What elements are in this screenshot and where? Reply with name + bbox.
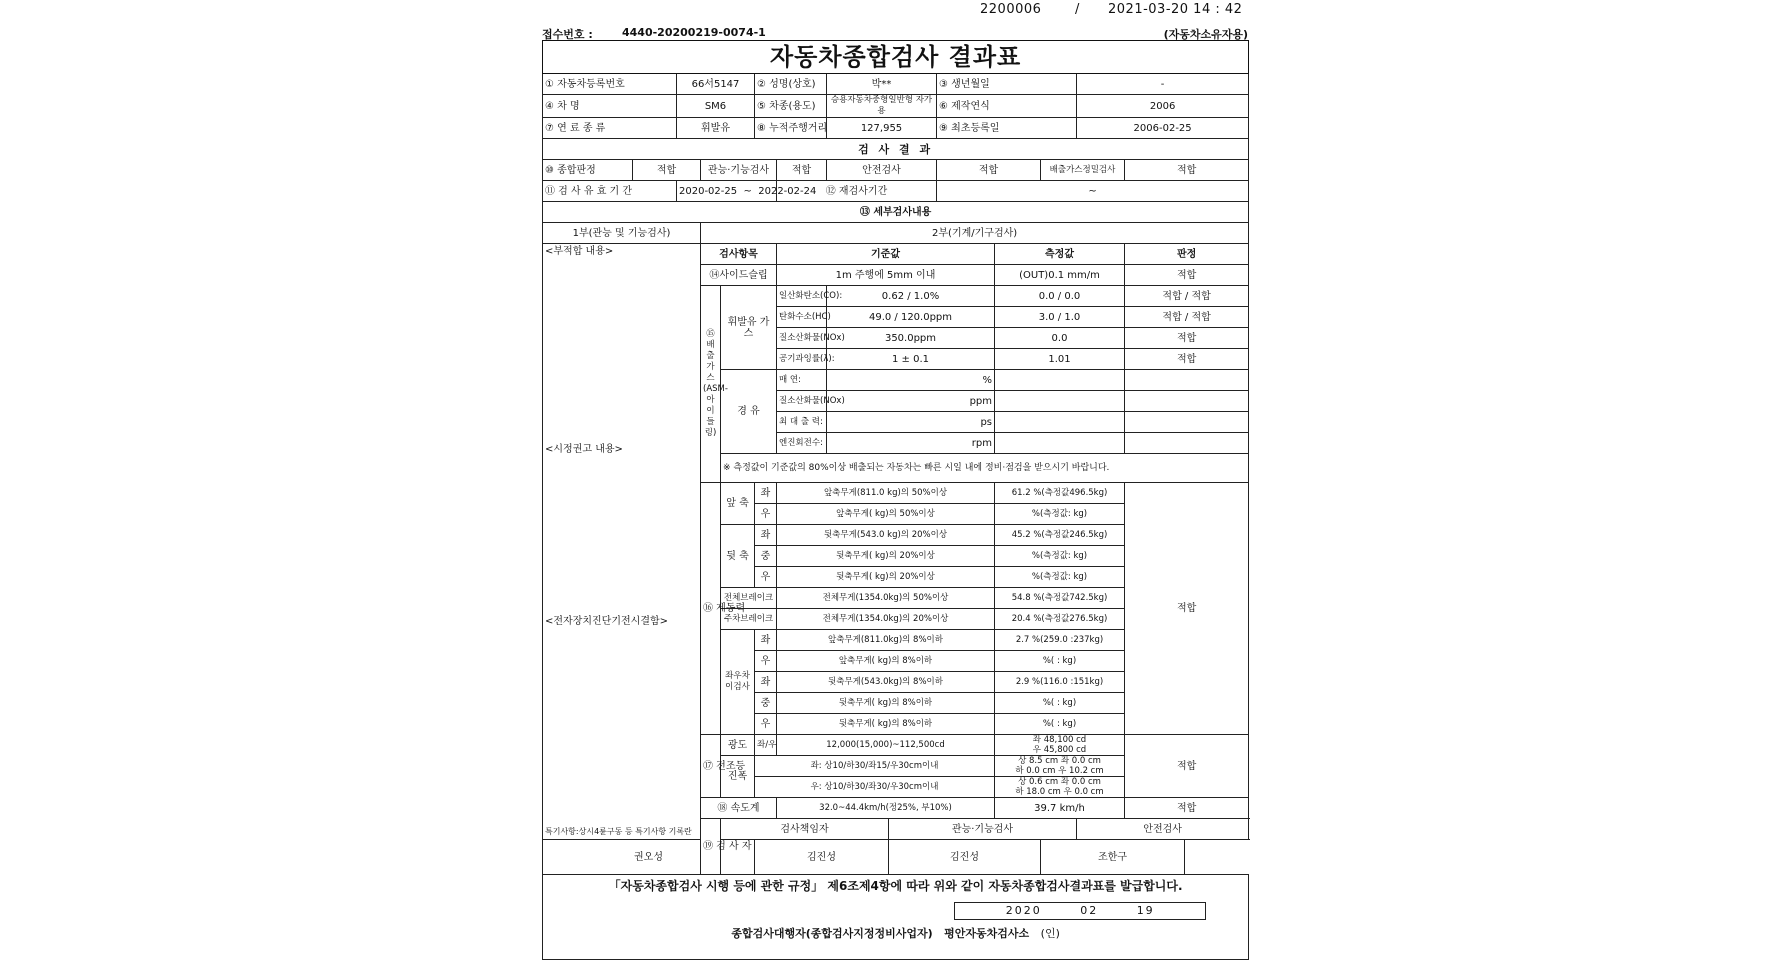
side-slip-meas: (OUT)0.1 mm/m bbox=[995, 265, 1125, 286]
speedo-label: ⑱ 속도계 bbox=[701, 798, 777, 819]
side-slip-std: 1m 주행에 5mm 이내 bbox=[777, 265, 995, 286]
direction-left-std: 좌: 상10/하30/좌15/우30cm이내 bbox=[755, 756, 995, 777]
hc-label: 탄화수소(HC) bbox=[777, 307, 827, 328]
special-notes-label: 특기사항:상시4륜구동 등 특기사항 기록란 bbox=[545, 827, 692, 836]
safety-result: 적합 bbox=[937, 160, 1041, 181]
inspection-report bbox=[542, 24, 1248, 960]
smoke-judge bbox=[1125, 370, 1249, 391]
luminosity-left: 좌 48,100 cd bbox=[1032, 735, 1087, 745]
nox-meas: 0.0 bbox=[995, 328, 1125, 349]
col-item: 검사항목 bbox=[701, 244, 777, 265]
brake-front-left-std: 앞축무게(811.0 kg)의 50%이상 bbox=[777, 483, 995, 504]
parking-brake-std: 전체무게(1354.0kg)의 20%이상 bbox=[777, 609, 995, 630]
lambda-std: 1 ± 0.1 bbox=[827, 349, 995, 370]
diesel-nox-unit: ppm bbox=[827, 391, 995, 412]
diff-label: 좌우차이검사 bbox=[721, 630, 755, 735]
detail-section-title: ⑬ 세부검사내용 bbox=[543, 202, 1249, 223]
rear-axle-label: 뒷 축 bbox=[721, 525, 755, 588]
luminosity-meas bbox=[995, 735, 1125, 756]
valid-from: 2020-02-25 bbox=[679, 185, 738, 197]
engine-rpm-meas bbox=[995, 433, 1125, 454]
nox-std: 350.0ppm bbox=[827, 328, 995, 349]
nonconformity-label: <부적합 내용> bbox=[545, 246, 614, 257]
diff-front-left-std: 앞축무게(811.0kg)의 8%이하 bbox=[777, 630, 995, 651]
brake-judge: 적합 bbox=[1125, 483, 1249, 735]
diff-rear-middle-meas: %( : kg) bbox=[995, 693, 1125, 714]
fuel: 휘발유 bbox=[677, 118, 755, 139]
luminosity-std: 12,000(15,000)~112,500cd bbox=[777, 735, 995, 756]
parking-brake-meas: 20.4 %(측정값276.5kg) bbox=[995, 609, 1125, 630]
footer bbox=[543, 875, 1249, 960]
diff-rear-middle: 중 bbox=[755, 693, 777, 714]
valid-to: 2022-02-24 bbox=[758, 185, 817, 197]
speedo-meas: 39.7 km/h bbox=[995, 798, 1125, 819]
speedo-std: 32.0~44.4km/h(정25%, 부10%) bbox=[777, 798, 995, 819]
report-table bbox=[542, 40, 1249, 960]
max-power-unit: ps bbox=[827, 412, 995, 433]
mileage-label: ⑧ 누적주행거리 bbox=[755, 118, 827, 139]
side-slip-judge: 적합 bbox=[1125, 265, 1249, 286]
nox-judge: 적합 bbox=[1125, 328, 1249, 349]
owner-name: 박** bbox=[827, 74, 937, 95]
first-reg: 2006-02-25 bbox=[1077, 118, 1249, 139]
inspector-emission: 조한구 bbox=[1041, 840, 1185, 875]
brake-rear-middle-std: 뒷축무게( kg)의 20%이상 bbox=[777, 546, 995, 567]
valid-label: ⑪ 검 사 유 효 기 간 bbox=[543, 181, 677, 202]
brake-rear-left-std: 뒷축무게(543.0 kg)의 20%이상 bbox=[777, 525, 995, 546]
brake-label: ⑯ 제동력 bbox=[701, 483, 721, 735]
part2-label: 2부(기계/기구검사) bbox=[701, 223, 1249, 244]
overall-result: 적합 bbox=[633, 160, 701, 181]
inspector-chief: 권오성 bbox=[543, 840, 755, 875]
reg-no: 66서5147 bbox=[677, 74, 755, 95]
brake-rear-middle-meas: %(측정값: kg) bbox=[995, 546, 1125, 567]
brake-rear-left-meas: 45.2 %(측정값246.5kg) bbox=[995, 525, 1125, 546]
max-power-label: 최 대 출 력: bbox=[777, 412, 827, 433]
hc-meas: 3.0 / 1.0 bbox=[995, 307, 1125, 328]
direction-label: 진폭 bbox=[721, 756, 755, 798]
diff-rear-right: 우 bbox=[755, 714, 777, 735]
headlamp-label: ⑰ 전조등 bbox=[701, 735, 721, 798]
reinspect-label: ⑫ 재검사기간 bbox=[777, 181, 937, 202]
diff-front-right-meas: %( : kg) bbox=[995, 651, 1125, 672]
brake-rear-left: 좌 bbox=[755, 525, 777, 546]
issue-month: 02 bbox=[1080, 904, 1099, 917]
diff-rear-middle-std: 뒷축무게( kg)의 8%이하 bbox=[777, 693, 995, 714]
reinspect-period: ~ bbox=[937, 181, 1249, 202]
func-result: 적합 bbox=[777, 160, 827, 181]
diesel-label: 경 유 bbox=[721, 370, 777, 454]
emission-note: ※ 측정값이 기준값의 80%이상 배출되는 자동차는 빠른 시일 내에 정비·점검을 받으시기 바랍니다. bbox=[721, 454, 1249, 483]
headlamp-judge: 적합 bbox=[1125, 735, 1249, 798]
diff-front-right: 우 bbox=[755, 651, 777, 672]
diesel-nox-meas bbox=[995, 391, 1125, 412]
smoke-meas bbox=[995, 370, 1125, 391]
nox-label: 질소산화물(NOx) bbox=[777, 328, 827, 349]
year-label: ⑥ 제작연식 bbox=[937, 95, 1077, 118]
receipt-label: 접수번호 : bbox=[542, 28, 593, 41]
hc-judge: 적합 / 적합 bbox=[1125, 307, 1249, 328]
lambda-label: 공기과잉률(λ): bbox=[777, 349, 827, 370]
inspector-label: ⑲ 검 사 자 bbox=[701, 819, 721, 875]
part1-notes bbox=[543, 244, 701, 840]
part1-label: 1부(관능 및 기능검사) bbox=[543, 223, 701, 244]
issue-year: 2020 bbox=[1005, 904, 1042, 917]
separator: / bbox=[1075, 2, 1080, 17]
direction-left-meas2: 하 0.0 cm 우 10.2 cm bbox=[1015, 766, 1104, 776]
total-brake-std: 전체무게(1354.0kg)의 50%이상 bbox=[777, 588, 995, 609]
lambda-judge: 적합 bbox=[1125, 349, 1249, 370]
lambda-meas: 1.01 bbox=[995, 349, 1125, 370]
diff-front-left-meas: 2.7 %(259.0 :237kg) bbox=[995, 630, 1125, 651]
birth: - bbox=[1077, 74, 1249, 95]
brake-front-left-meas: 61.2 %(측정값496.5kg) bbox=[995, 483, 1125, 504]
diff-front-left: 좌 bbox=[755, 630, 777, 651]
emission-result: 적합 bbox=[1125, 160, 1249, 181]
brake-front-right: 우 bbox=[755, 504, 777, 525]
co-label: 일산화탄소(CO): bbox=[777, 286, 827, 307]
model-label: ④ 차 명 bbox=[543, 95, 677, 118]
results-section-title: 검 사 결 과 bbox=[543, 139, 1249, 160]
diff-rear-left-meas: 2.9 %(116.0 :151kg) bbox=[995, 672, 1125, 693]
brake-rear-right-std: 뒷축무게( kg)의 20%이상 bbox=[777, 567, 995, 588]
type-label: ⑤ 차종(용도) bbox=[755, 95, 827, 118]
diff-rear-right-meas: %( : kg) bbox=[995, 714, 1125, 735]
col-standard: 기준값 bbox=[777, 244, 995, 265]
inspector-col-chief: 검사책임자 bbox=[721, 819, 889, 840]
issuance-statement: 「자동차종합검사 시행 등에 관한 규정」 제6조제4항에 따라 위와 같이 자동차종합검사결과표를 발급합니다. bbox=[608, 879, 1183, 893]
doc-id: 2200006 bbox=[980, 2, 1042, 17]
smoke-unit: % bbox=[827, 370, 995, 391]
brake-front-left: 좌 bbox=[755, 483, 777, 504]
print-datetime: 2021-03-20 14 : 42 bbox=[1108, 2, 1243, 17]
brake-rear-middle: 중 bbox=[755, 546, 777, 567]
gasoline-label: 휘발유 가스 bbox=[721, 286, 777, 370]
safety-label: 안전검사 bbox=[827, 160, 937, 181]
emission-item-label: ⑮ 배출가스 (ASM-아이들링) bbox=[701, 286, 721, 483]
brake-front-right-std: 앞축무게( kg)의 50%이상 bbox=[777, 504, 995, 525]
diff-front-right-std: 앞축무게( kg)의 8%이하 bbox=[777, 651, 995, 672]
birth-label: ③ 생년월일 bbox=[937, 74, 1077, 95]
direction-right-std: 우: 상10/하30/좌30/우30cm이내 bbox=[755, 777, 995, 798]
brake-rear-right-meas: %(측정값: kg) bbox=[995, 567, 1125, 588]
recommendation-label: <시정권고 내용> bbox=[545, 444, 623, 455]
engine-rpm-label: 엔진회전수: bbox=[777, 433, 827, 454]
diff-rear-left: 좌 bbox=[755, 672, 777, 693]
page-title: 자동차종합검사 결과표 bbox=[543, 41, 1249, 74]
luminosity-right: 우 45,800 cd bbox=[1032, 745, 1087, 755]
total-brake-meas: 54.8 %(측정값742.5kg) bbox=[995, 588, 1125, 609]
issuer-label: 종합검사대행자(종합검사지정정비사업자) bbox=[731, 927, 933, 940]
front-axle-label: 앞 축 bbox=[721, 483, 755, 525]
receipt-number: 4440-20200219-0074-1 bbox=[622, 26, 766, 39]
col-judge: 판정 bbox=[1125, 244, 1249, 265]
model: SM6 bbox=[677, 95, 755, 118]
smoke-label: 매 연: bbox=[777, 370, 827, 391]
ecu-fault-label: <전자장치진단기전시결함> bbox=[545, 616, 669, 627]
total-brake-label: 전체브레이크 bbox=[721, 588, 777, 609]
direction-left-meas1: 상 8.5 cm 좌 0.0 cm bbox=[1018, 756, 1101, 766]
hc-std: 49.0 / 120.0ppm bbox=[827, 307, 995, 328]
luminosity-lr: 좌/우 bbox=[755, 735, 777, 756]
luminosity-label: 광도 bbox=[721, 735, 755, 756]
direction-right-meas bbox=[995, 777, 1125, 798]
engine-rpm-unit: rpm bbox=[827, 433, 995, 454]
direction-right-meas1: 상 0.6 cm 좌 0.0 cm bbox=[1018, 777, 1101, 787]
inspector-func: 김진성 bbox=[755, 840, 889, 875]
valid-tilde: ~ bbox=[743, 185, 752, 197]
col-measured: 측정값 bbox=[995, 244, 1125, 265]
emission-label: 배출가스정밀검사 bbox=[1041, 160, 1125, 181]
issue-day: 19 bbox=[1136, 904, 1155, 917]
brake-front-right-meas: %(측정값: kg) bbox=[995, 504, 1125, 525]
mileage: 127,955 bbox=[827, 118, 937, 139]
co-judge: 적합 / 적합 bbox=[1125, 286, 1249, 307]
diff-rear-right-std: 뒷축무게( kg)의 8%이하 bbox=[777, 714, 995, 735]
direction-left-meas bbox=[995, 756, 1125, 777]
diesel-nox-judge bbox=[1125, 391, 1249, 412]
engine-rpm-judge bbox=[1125, 433, 1249, 454]
direction-right-meas2: 하 18.0 cm 우 0.0 cm bbox=[1015, 787, 1104, 797]
brake-rear-right: 우 bbox=[755, 567, 777, 588]
copy-label: (자동차소유자용) bbox=[1163, 28, 1248, 41]
inspector-safety: 김진성 bbox=[889, 840, 1041, 875]
diff-rear-left-std: 뒷축무게(543.0kg)의 8%이하 bbox=[777, 672, 995, 693]
co-std: 0.62 / 1.0% bbox=[827, 286, 995, 307]
reg-no-label: ① 자동차등록번호 bbox=[543, 74, 677, 95]
name-label: ② 성명(상호) bbox=[755, 74, 827, 95]
year: 2006 bbox=[1077, 95, 1249, 118]
max-power-meas bbox=[995, 412, 1125, 433]
co-meas: 0.0 / 0.0 bbox=[995, 286, 1125, 307]
diesel-nox-label: 질소산화물(NOx) bbox=[777, 391, 827, 412]
issue-date bbox=[954, 902, 1206, 920]
speedo-judge: 적합 bbox=[1125, 798, 1249, 819]
max-power-judge bbox=[1125, 412, 1249, 433]
valid-period bbox=[677, 181, 817, 202]
func-label: 관능·기능검사 bbox=[701, 160, 777, 181]
seal-mark: (인) bbox=[1040, 927, 1060, 940]
fuel-label: ⑦ 연 료 종 류 bbox=[543, 118, 677, 139]
side-slip-label: ⑭사이드슬립 bbox=[701, 265, 777, 286]
inspector-col-safety: 안전검사 bbox=[1077, 819, 1249, 840]
issuer-name: 평안자동차검사소 bbox=[944, 927, 1030, 940]
vehicle-type: 승용자동차중형일반형 자가용 bbox=[827, 95, 937, 118]
overall-label: ⑩ 종합판정 bbox=[543, 160, 633, 181]
inspector-col-func: 관능·기능검사 bbox=[889, 819, 1077, 840]
parking-brake-label: 주차브레이크 bbox=[721, 609, 777, 630]
first-reg-label: ⑨ 최초등록일 bbox=[937, 118, 1077, 139]
